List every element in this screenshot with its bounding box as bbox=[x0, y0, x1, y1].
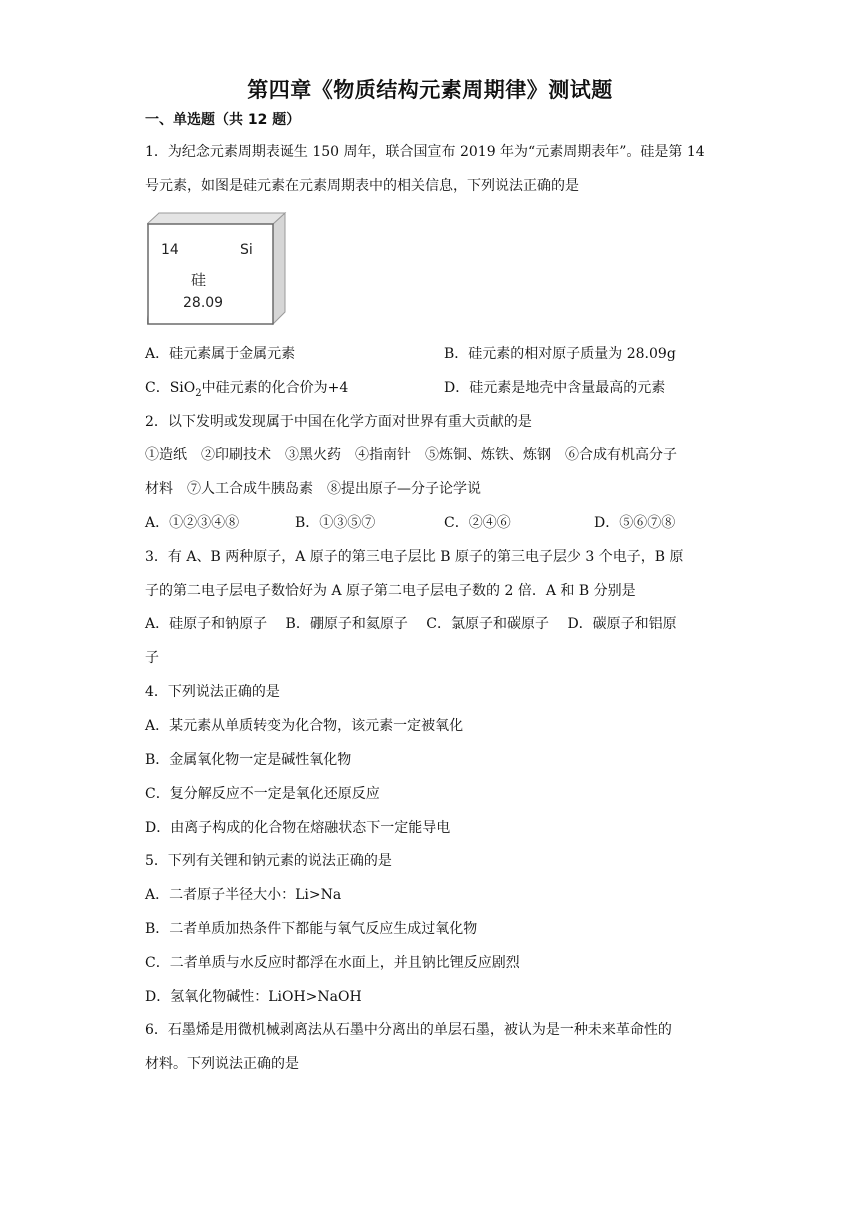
q2-stem-line3: 材料 ⑦人工合成牛胰岛素 ⑧提出原子—分子论学说 bbox=[145, 481, 481, 497]
q2-option-d: D．⑤⑥⑦⑧ bbox=[594, 515, 676, 531]
element-name: 硅 bbox=[191, 271, 207, 289]
element-symbol: Si bbox=[240, 242, 253, 258]
q3-stem-line2: 子的第二电子层电子数恰好为 A 原子第二电子层电子数的 2 倍．A 和 B 分别是 bbox=[145, 583, 636, 599]
q2-option-c: C．②④⑥ bbox=[444, 515, 511, 531]
q4-option-a: A．某元素从单质转变为化合物，该元素一定被氧化 bbox=[145, 718, 464, 734]
q1-stem-line1: 1．为纪念元素周期表诞生 150 周年，联合国宣布 2019 年为“元素周期表年”。硅是第 14 bbox=[145, 144, 705, 160]
q3-options-wrap: 子 bbox=[145, 650, 159, 666]
q5-option-c: C．二者单质与水反应时都浮在水面上，并且钠比锂反应剧烈 bbox=[145, 955, 520, 971]
page-title: 第四章《物质结构元素周期律》测试题 bbox=[247, 78, 613, 102]
q1-option-d: D．硅元素是地壳中含量最高的元素 bbox=[444, 380, 666, 396]
q4-stem: 4．下列说法正确的是 bbox=[145, 684, 280, 700]
q2-stem-line1: 2．以下发明或发现属于中国在化学方面对世界有重大贡献的是 bbox=[145, 414, 532, 430]
q3-options-line: A．硅原子和钠原子 B．硼原子和氦原子 C．氯原子和碳原子 D．碳原子和铝原 bbox=[145, 616, 677, 632]
q1-option-c-pre: C．SiO bbox=[145, 380, 196, 396]
q1-stem-line2: 号元素，如图是硅元素在元素周期表中的相关信息，下列说法正确的是 bbox=[145, 178, 579, 194]
silicon-element-card bbox=[147, 212, 287, 330]
section-heading: 一、单选题（共 12 题） bbox=[145, 112, 301, 128]
q4-option-b: B．金属氧化物一定是碱性氧化物 bbox=[145, 752, 352, 768]
q5-stem: 5．下列有关锂和钠元素的说法正确的是 bbox=[145, 853, 392, 869]
q5-option-b: B．二者单质加热条件下都能与氧气反应生成过氧化物 bbox=[145, 921, 478, 937]
atomic-number: 14 bbox=[161, 242, 179, 258]
q2-option-b: B．①③⑤⑦ bbox=[295, 515, 376, 531]
q2-option-a: A．①②③④⑧ bbox=[145, 515, 240, 531]
q1-option-a: A．硅元素属于金属元素 bbox=[145, 346, 296, 362]
q4-option-d: D．由离子构成的化合物在熔融状态下一定能导电 bbox=[145, 820, 451, 836]
q1-option-c-post: 中硅元素的化合价为+4 bbox=[201, 380, 349, 396]
q1-option-b: B．硅元素的相对原子质量为 28.09g bbox=[444, 346, 676, 362]
q1-option-c bbox=[145, 378, 348, 404]
atomic-mass: 28.09 bbox=[183, 295, 224, 311]
q2-stem-line2: ①造纸 ②印刷技术 ③黑火药 ④指南针 ⑤炼铜、炼铁、炼钢 ⑥合成有机高分子 bbox=[145, 447, 677, 463]
q4-option-c: C．复分解反应不一定是氧化还原反应 bbox=[145, 786, 380, 802]
q5-option-a: A．二者原子半径大小：Li>Na bbox=[145, 887, 342, 903]
element-card-graphic bbox=[147, 212, 287, 330]
q6-stem-line2: 材料。下列说法正确的是 bbox=[145, 1056, 299, 1072]
q5-option-d: D．氢氧化物碱性：LiOH>NaOH bbox=[145, 989, 362, 1005]
q1-option-c-subscript: 2 bbox=[195, 387, 202, 399]
q6-stem-line1: 6．石墨烯是用微机械剥离法从石墨中分离出的单层石墨，被认为是一种未来革命性的 bbox=[145, 1022, 672, 1038]
q3-stem-line1: 3．有 A、B 两种原子，A 原子的第三电子层比 B 原子的第三电子层少 3 个电子，B 原 bbox=[145, 549, 684, 565]
